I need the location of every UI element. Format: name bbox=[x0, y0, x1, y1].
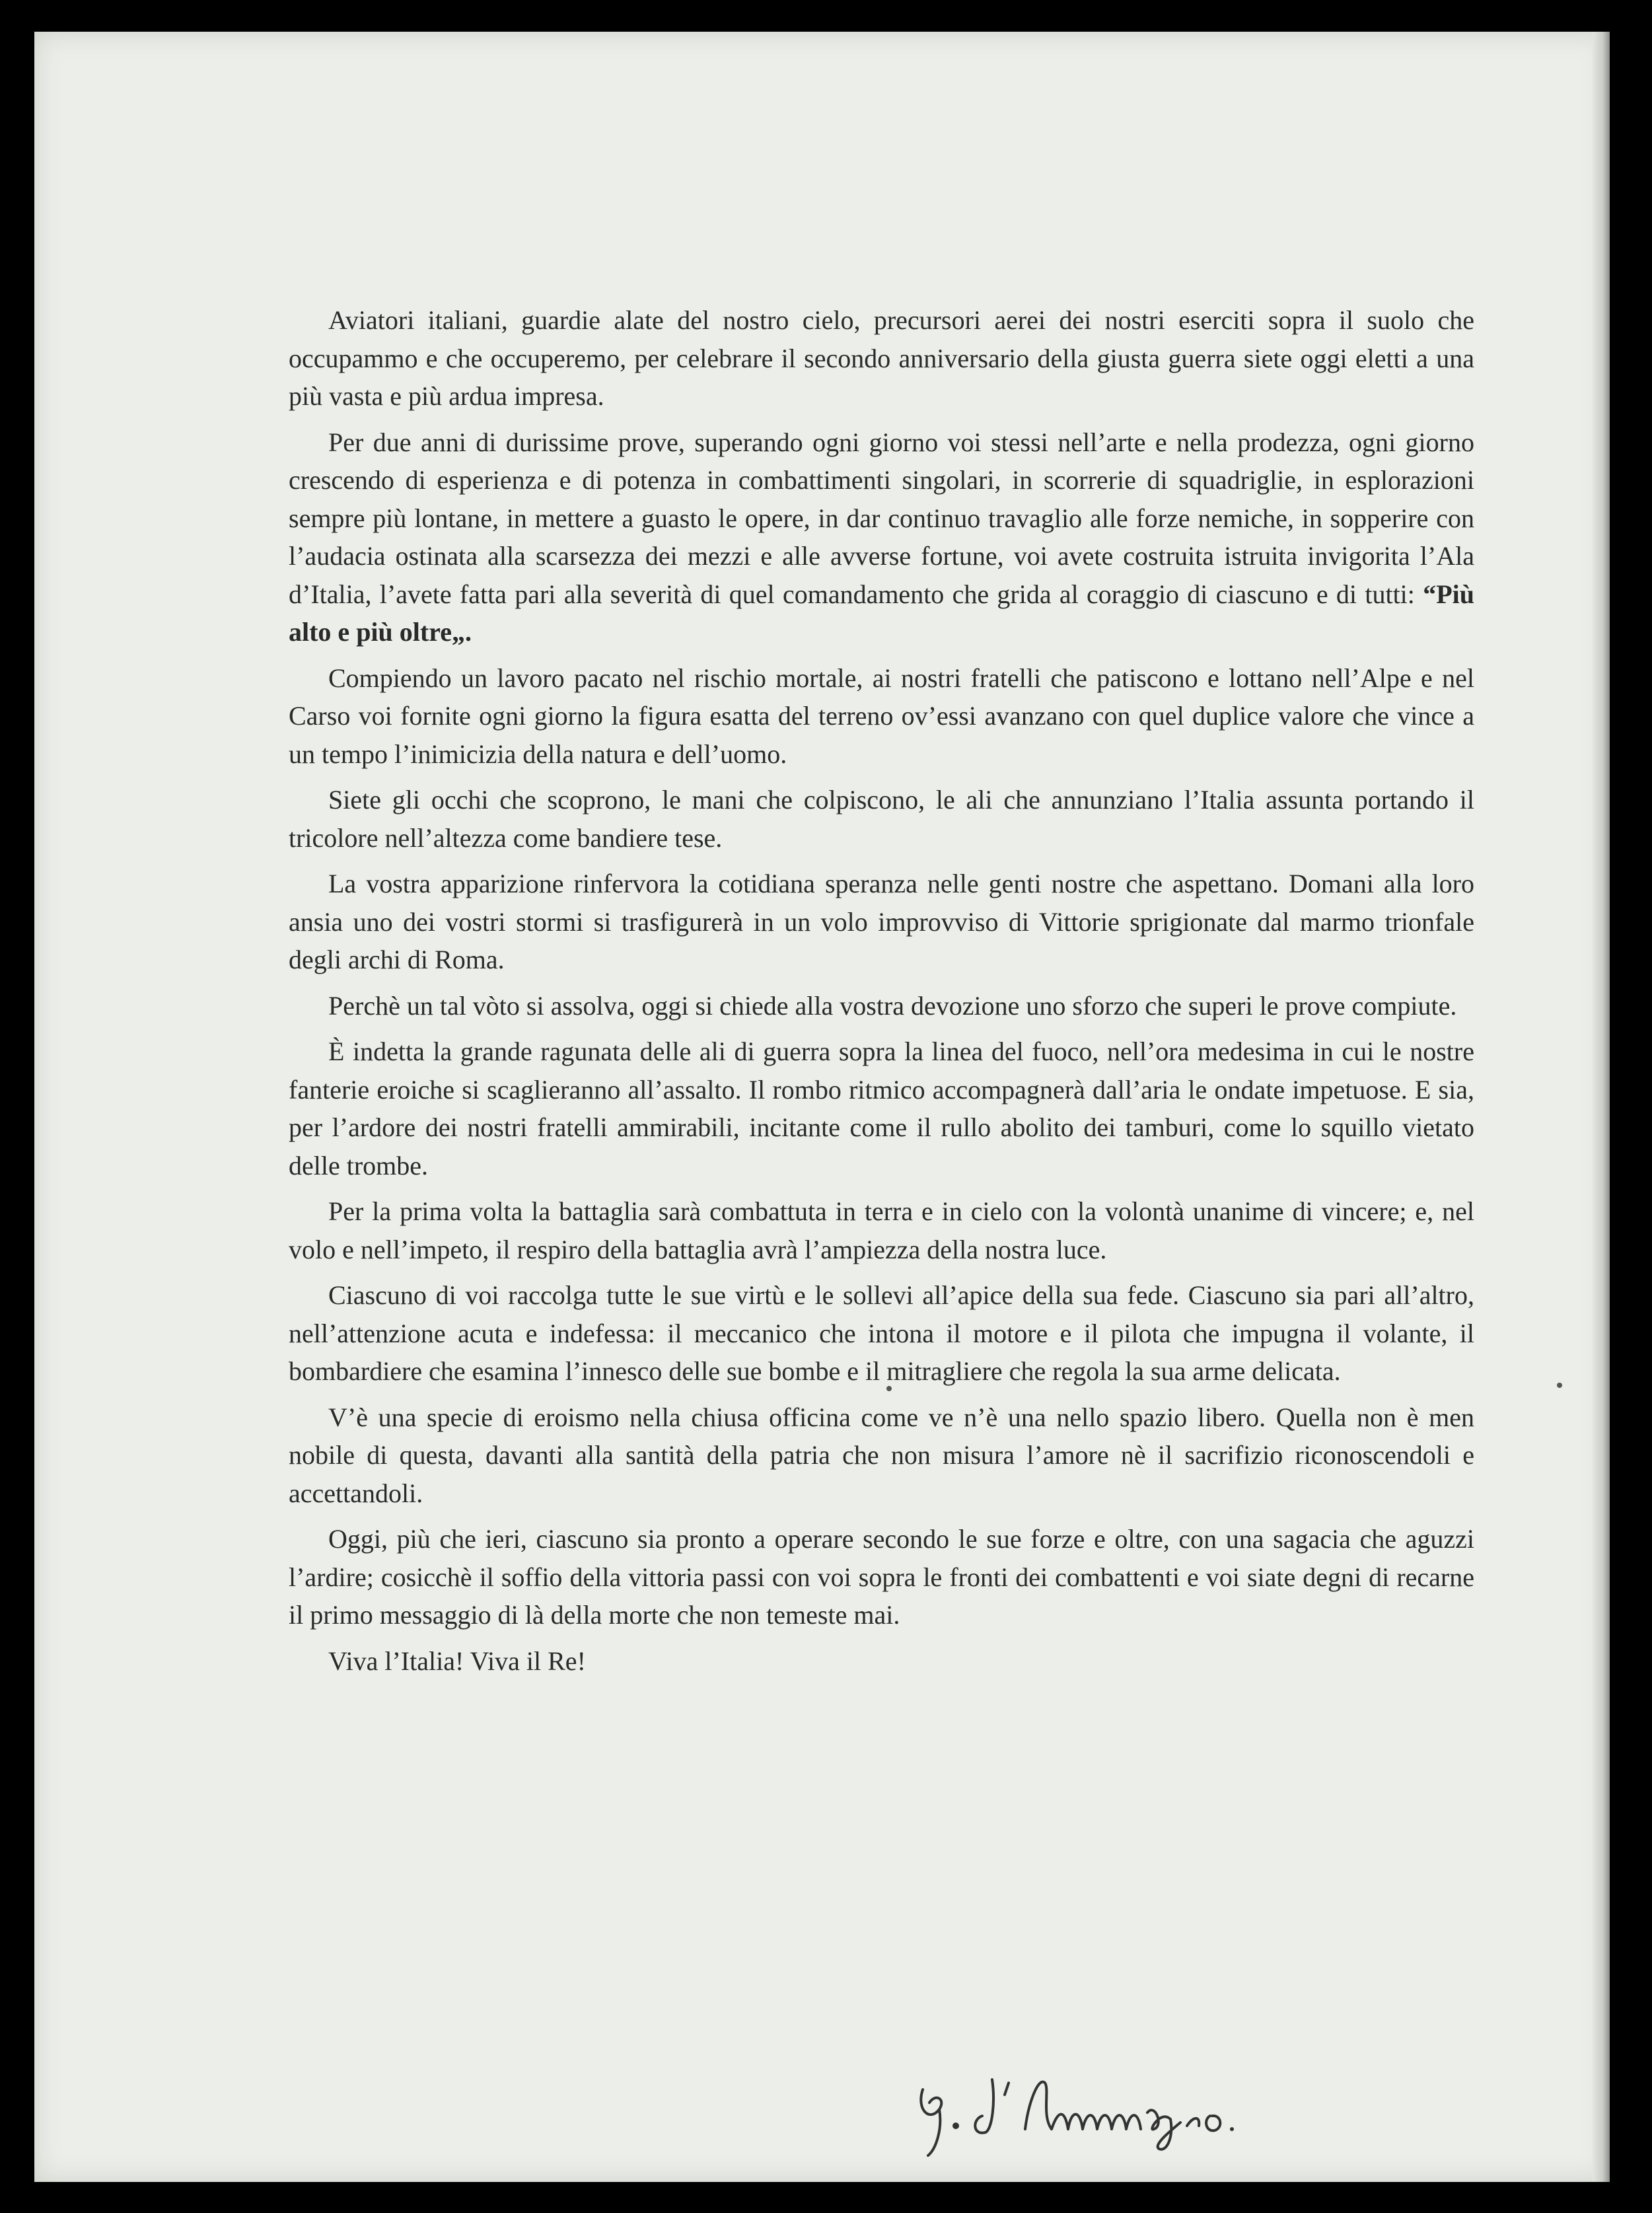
paragraph-9 bbox=[289, 1276, 1474, 1391]
proclamation-text bbox=[289, 301, 1474, 1688]
paper-sheet bbox=[34, 32, 1610, 2182]
paragraph-text: Ciascuno di voi raccolga tutte le sue virtù e le sollevi all’apice della sua fede. Ciascuno sia pari all’altro, nell’attenzione acuta e indefessa: il meccanico che intona il motore e il pilota che impugna il volante, il bombardiere che esamina l’innesco delle sue bombe e il mitragliere che regola la sua arme delicata. bbox=[289, 1280, 1474, 1386]
paper-spot bbox=[886, 1386, 892, 1391]
paragraph-10 bbox=[289, 1398, 1474, 1513]
paragraph-text: Per due anni di durissime prove, superando ogni giorno voi stessi nell’arte e nella prodezza, ogni giorno crescendo di esperienza e di potenza in combattimenti singolari, in scorrerie di squadriglie, in esplorazioni sempre più lontane, in mettere a guasto le opere, in dar continuo travaglio alle forze nemiche, in sopperire con l’audacia ostinata alla scarsezza dei mezzi e alle avverse fortune, voi avete costruita istruita invigorita l’Ala d’Italia, l’avete fatta pari alla severità di quel comandamento che grida al coraggio di ciascuno e di tutti: bbox=[289, 427, 1474, 609]
paragraph-text: V’è una specie di eroismo nella chiusa officina come ve n’è una nello spazio libero. Quella non è men nobile di questa, davanti alla santità della patria che non misura l’amore nè il sacrifizio riconoscendoli e accettandoli. bbox=[289, 1402, 1474, 1508]
paragraph-text: Compiendo un lavoro pacato nel rischio mortale, ai nostri fratelli che patiscono e lottano nell’Alpe e nel Carso voi fornite ogni giorno la figura esatta del terreno ov’essi avanzano con quel duplice valore che vince a un tempo l’inimicizia della natura e dell’uomo. bbox=[289, 663, 1474, 769]
paragraph-text: Perchè un tal vòto si assolva, oggi si chiede alla vostra devozione uno sforzo che superi le prove compiute. bbox=[328, 990, 1457, 1021]
paragraph-7 bbox=[289, 1033, 1474, 1184]
paragraph-text: È indetta la grande ragunata delle ali di guerra sopra la linea del fuoco, nell’ora medesima in cui le nostre fanterie eroiche si scaglieranno all’assalto. Il rombo ritmico accompagnerà dall’aria le ondate impetuose. E sia, per l’ardore dei nostri fratelli ammirabili, incitante come il rullo abolito dei tamburi, come lo squillo vietato delle trombe. bbox=[289, 1036, 1474, 1180]
paragraph-11 bbox=[289, 1520, 1474, 1634]
sheet-edge bbox=[1593, 32, 1610, 2182]
paragraph-1 bbox=[289, 301, 1474, 416]
paragraph-4 bbox=[289, 781, 1474, 857]
paragraph-3 bbox=[289, 659, 1474, 774]
signature-handwritten bbox=[910, 2063, 1346, 2162]
paragraph-text: Aviatori italiani, guardie alate del nostro cielo, precursori aerei dei nostri eserciti sopra il suolo che occupammo e che occuperemo, per celebrare il secondo anniversario della giusta guerra siete oggi eletti a una più vasta e più ardua impresa. bbox=[289, 305, 1474, 411]
paragraph-6 bbox=[289, 987, 1474, 1025]
motto: “Più alto e più oltre„. bbox=[289, 579, 1474, 647]
paragraph-5 bbox=[289, 865, 1474, 979]
paper-spot bbox=[1557, 1383, 1562, 1388]
paragraph-text: Per la prima volta la battaglia sarà combattuta in terra e in cielo con la volontà unanime di vincere; e, nel volo e nell’impeto, il respiro della battaglia avrà l’ampiezza della nostra luce. bbox=[289, 1196, 1474, 1264]
closing-salute: Viva l’Italia! Viva il Re! bbox=[328, 1646, 586, 1676]
paragraph-2 bbox=[289, 423, 1474, 651]
paragraph-text: Siete gli occhi che scoprono, le mani che colpiscono, le ali che annunziano l’Italia assunta portando il tricolore nell’altezza come bandiere tese. bbox=[289, 785, 1474, 853]
paragraph-text: La vostra apparizione rinfervora la cotidiana speranza nelle genti nostre che aspettano. Domani alla loro ansia uno dei vostri stormi si trasfigurerà in un volo improvviso di Vittorie sprigionate dal marmo trionfale degli archi di Roma. bbox=[289, 869, 1474, 974]
paragraph-8 bbox=[289, 1192, 1474, 1268]
paragraph-text: Oggi, più che ieri, ciascuno sia pronto a operare secondo le sue forze e oltre, con una sagacia che aguzzi l’ardire; cosicchè il soffio della vittoria passi con voi sopra le fronti dei combattenti e voi siate degni di recarne il primo messaggio di là della morte che non temeste mai. bbox=[289, 1524, 1474, 1630]
